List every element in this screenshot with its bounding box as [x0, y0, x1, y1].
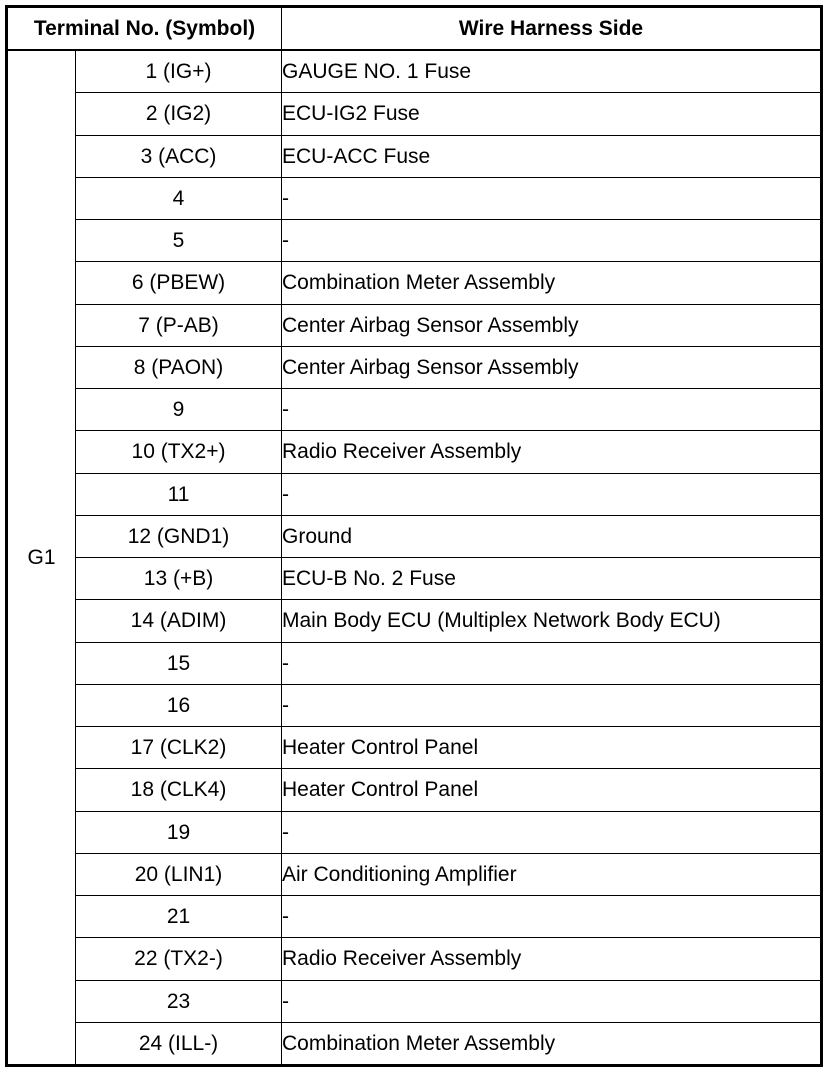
- terminal-cell: 1 (IG+): [76, 50, 282, 93]
- wire-harness-cell: -: [282, 684, 822, 726]
- table-row: [7, 684, 822, 726]
- table-row: [7, 980, 822, 1022]
- terminal-cell: 11: [76, 473, 282, 515]
- terminal-cell: 3 (ACC): [76, 135, 282, 177]
- terminal-cell: 7 (P-AB): [76, 304, 282, 346]
- terminal-cell: 6 (PBEW): [76, 262, 282, 304]
- terminal-cell: 22 (TX2-): [76, 938, 282, 980]
- terminal-cell: 5: [76, 220, 282, 262]
- table-row: [7, 1022, 822, 1065]
- wire-harness-cell: ECU-ACC Fuse: [282, 135, 822, 177]
- wire-harness-cell: Ground: [282, 515, 822, 557]
- table-header-row: [7, 7, 822, 51]
- terminal-cell: 2 (IG2): [76, 93, 282, 135]
- connector-cell: G1: [7, 50, 76, 1066]
- table-row: [7, 600, 822, 642]
- table-row: [7, 220, 822, 262]
- table-row: [7, 389, 822, 431]
- wire-harness-cell: -: [282, 177, 822, 219]
- terminal-table: [5, 5, 823, 1067]
- terminal-cell: 14 (ADIM): [76, 600, 282, 642]
- wire-harness-cell: Air Conditioning Amplifier: [282, 853, 822, 895]
- wire-harness-cell: Heater Control Panel: [282, 727, 822, 769]
- terminal-cell: 12 (GND1): [76, 515, 282, 557]
- wire-harness-cell: GAUGE NO. 1 Fuse: [282, 50, 822, 93]
- terminal-cell: 21: [76, 896, 282, 938]
- wire-harness-cell: Combination Meter Assembly: [282, 1022, 822, 1065]
- table-row: [7, 558, 822, 600]
- wire-harness-cell: Center Airbag Sensor Assembly: [282, 304, 822, 346]
- table-row: [7, 811, 822, 853]
- table-row: [7, 727, 822, 769]
- table-row: [7, 769, 822, 811]
- wire-harness-cell: ECU-B No. 2 Fuse: [282, 558, 822, 600]
- table-row: [7, 50, 822, 93]
- wire-harness-cell: ECU-IG2 Fuse: [282, 93, 822, 135]
- table-body: [7, 50, 822, 1066]
- table-row: [7, 938, 822, 980]
- terminal-cell: 4: [76, 177, 282, 219]
- terminal-cell: 16: [76, 684, 282, 726]
- terminal-cell: 13 (+B): [76, 558, 282, 600]
- table-row: [7, 304, 822, 346]
- header-wire-harness-side: Wire Harness Side: [282, 7, 822, 51]
- terminal-cell: 19: [76, 811, 282, 853]
- table-row: [7, 473, 822, 515]
- terminal-cell: 24 (ILL-): [76, 1022, 282, 1065]
- wire-harness-cell: -: [282, 896, 822, 938]
- wire-harness-cell: Main Body ECU (Multiplex Network Body ECU): [282, 600, 822, 642]
- wire-harness-cell: Radio Receiver Assembly: [282, 938, 822, 980]
- wire-harness-cell: Center Airbag Sensor Assembly: [282, 346, 822, 388]
- terminal-cell: 15: [76, 642, 282, 684]
- wire-harness-cell: -: [282, 980, 822, 1022]
- terminal-cell: 17 (CLK2): [76, 727, 282, 769]
- wire-harness-cell: Heater Control Panel: [282, 769, 822, 811]
- table-row: [7, 177, 822, 219]
- table-row: [7, 515, 822, 557]
- terminal-cell: 18 (CLK4): [76, 769, 282, 811]
- terminal-cell: 9: [76, 389, 282, 431]
- table-row: [7, 135, 822, 177]
- terminal-cell: 23: [76, 980, 282, 1022]
- wire-harness-cell: -: [282, 642, 822, 684]
- wire-harness-cell: -: [282, 220, 822, 262]
- table-row: [7, 346, 822, 388]
- wire-harness-cell: -: [282, 473, 822, 515]
- header-terminal: Terminal No. (Symbol): [7, 7, 282, 51]
- table-row: [7, 93, 822, 135]
- wire-harness-cell: Radio Receiver Assembly: [282, 431, 822, 473]
- wire-harness-cell: -: [282, 811, 822, 853]
- terminal-cell: 10 (TX2+): [76, 431, 282, 473]
- table-row: [7, 896, 822, 938]
- table-row: [7, 431, 822, 473]
- terminal-cell: 8 (PAON): [76, 346, 282, 388]
- table-row: [7, 642, 822, 684]
- table-row: [7, 262, 822, 304]
- table-row: [7, 853, 822, 895]
- wire-harness-cell: Combination Meter Assembly: [282, 262, 822, 304]
- terminal-cell: 20 (LIN1): [76, 853, 282, 895]
- wire-harness-cell: -: [282, 389, 822, 431]
